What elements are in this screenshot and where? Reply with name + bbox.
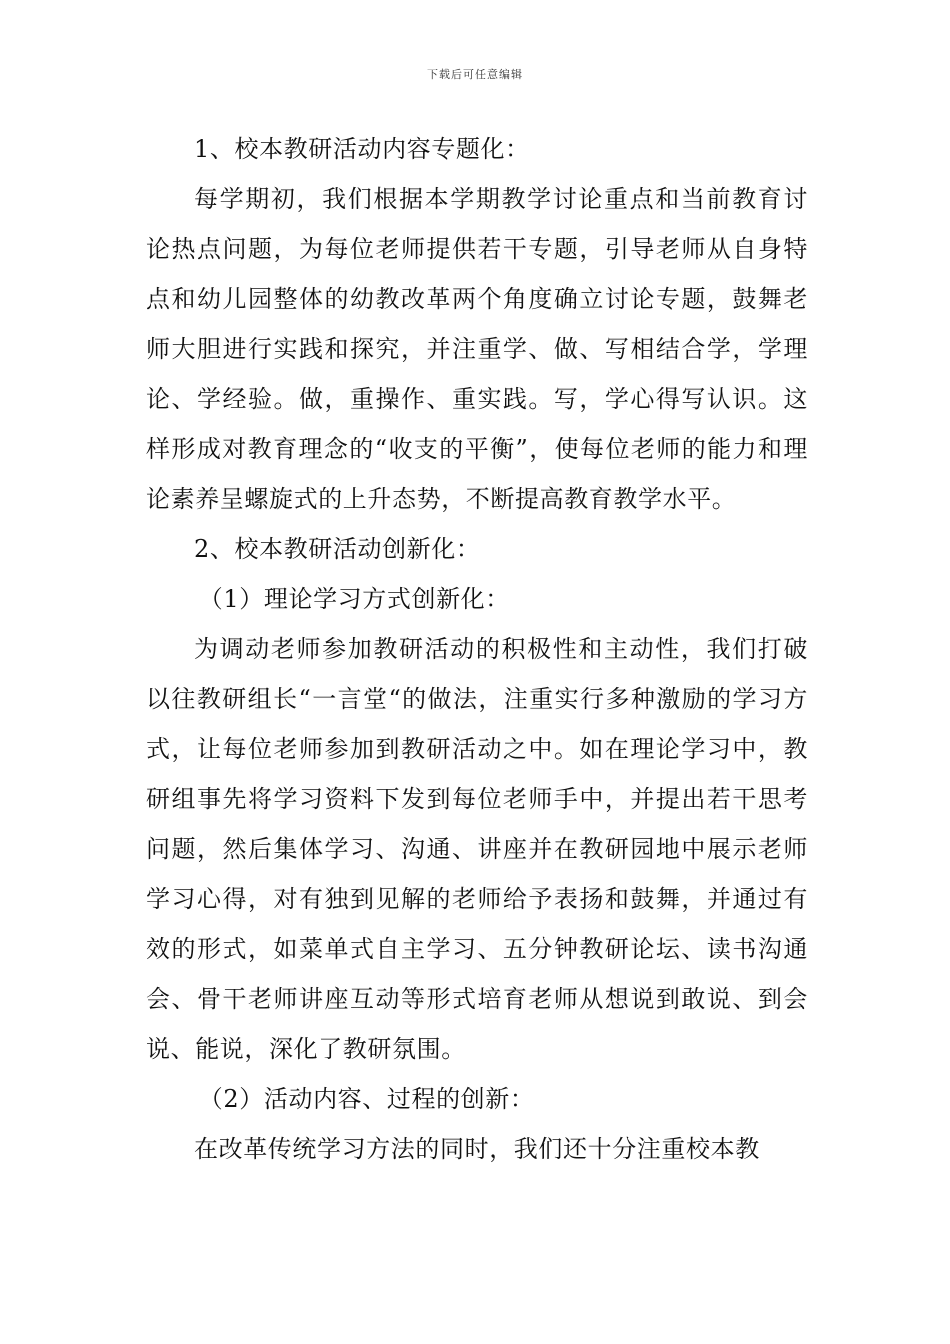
subheading-2: （2）活动内容、过程的创新：: [198, 1085, 535, 1113]
heading-1: 1、校本教研活动内容专题化：: [194, 135, 530, 163]
subheading-1: （1）理论学习方式创新化：: [198, 585, 510, 613]
paragraph-3: 在改革传统学习方法的同时，我们还十分注重校本教: [194, 1135, 760, 1163]
heading-2: 2、校本教研活动创新化：: [194, 535, 481, 563]
page-header: 下载后可任意编辑: [427, 68, 523, 81]
paragraph-2: 为调动老师参加教研活动的积极性和主动性，我们打破以往教研组长“一言堂“的做法，注重实行多种激励的学习方式，让每位老师参加到教研活动之中。如在理论学习中，教研组事先将学习资料下发到每位老师手中，并提出若干思考问题，然后集体学习、沟通、讲座并在教研园地中展示老师学习心得，对有独到见解的老师给予表扬和鼓舞，并通过有效的形式，如菜单式自主学习、五分钟教研论坛、读书沟通会、骨干老师讲座互动等形式培育老师从想说到敢说、到会说、能说，深化了教研氛围。: [146, 635, 808, 1063]
paragraph-1: 每学期初，我们根据本学期教学讨论重点和当前教育讨论热点问题，为每位老师提供若干专题，引导老师从自身特点和幼儿园整体的幼教改革两个角度确立讨论专题，鼓舞老师大胆进行实践和探究，并注重学、做、写相结合学，学理论、学经验。做，重操作、重实践。写，学心得写认识。这样形成对教育理念的“收支的平衡”，使每位老师的能力和理论素养呈螺旋式的上升态势，不断提高教育教学水平。: [146, 185, 808, 513]
document-body: [146, 124, 808, 1174]
